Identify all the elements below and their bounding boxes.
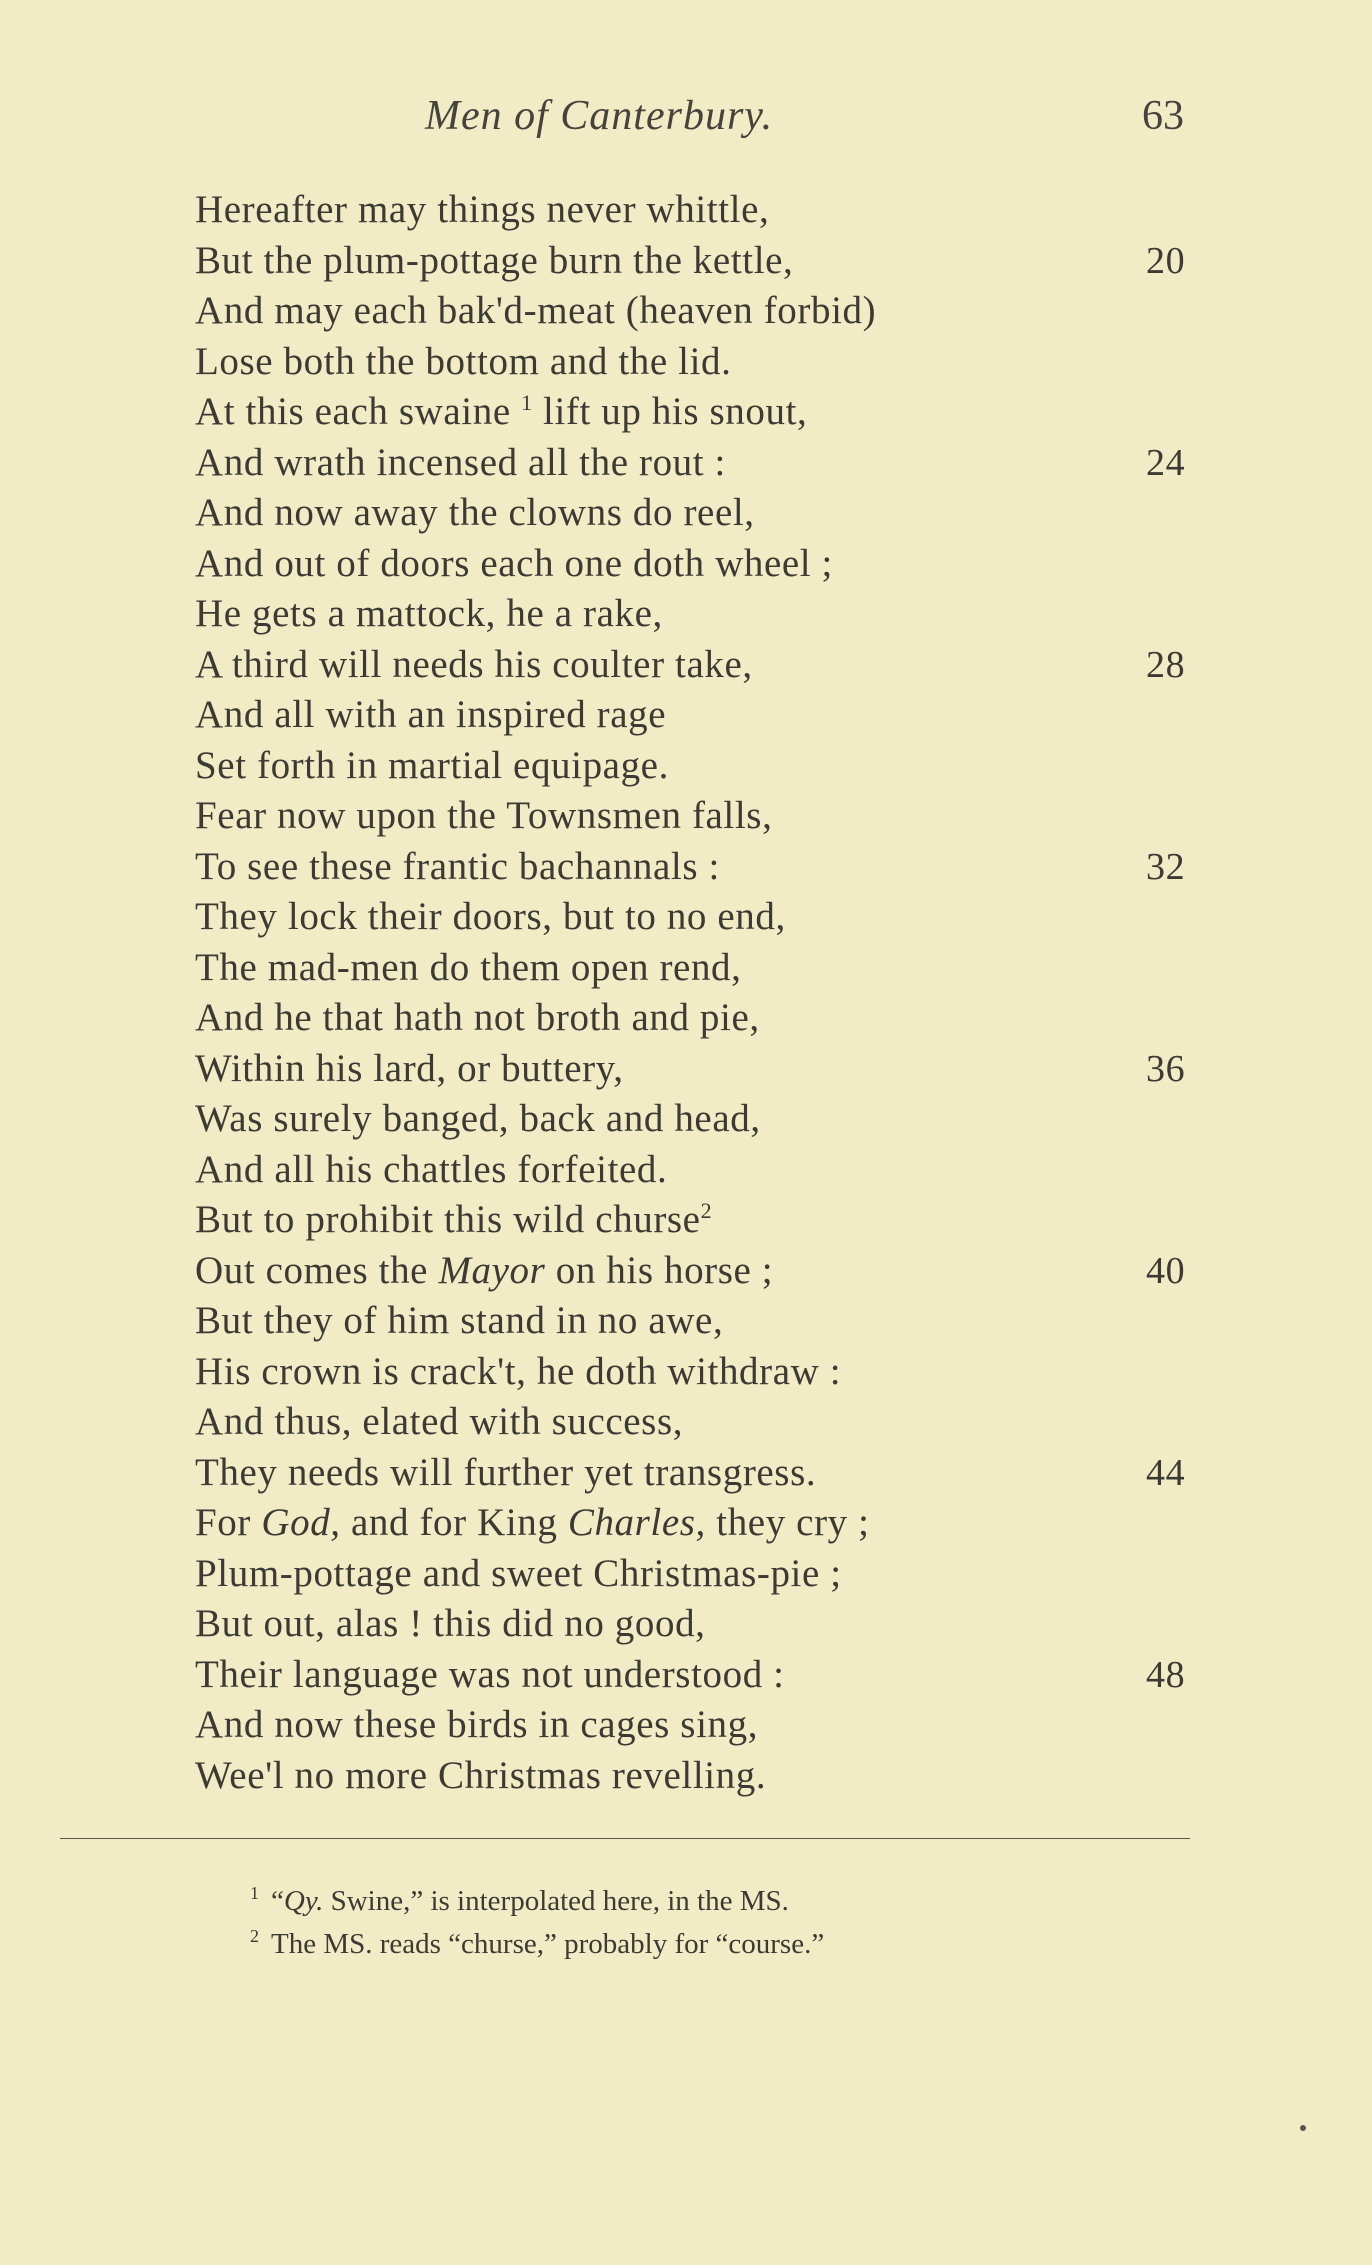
verse-line — [0, 1650, 1372, 1701]
verse-line — [0, 791, 1372, 842]
footnote — [250, 1880, 824, 1923]
line-number: 28 — [1146, 643, 1186, 686]
footnote-reference: 1 — [521, 390, 533, 415]
verse-line-text — [195, 741, 669, 792]
text-segment: They lock their doors, but to no end, — [195, 895, 786, 938]
poem-verse — [0, 185, 1372, 1801]
text-segment: And out of doors each one doth wheel ; — [195, 541, 833, 585]
verse-line-text — [195, 1599, 706, 1650]
verse-line — [0, 1397, 1372, 1448]
verse-line — [0, 387, 1372, 438]
text-segment: on his horse ; — [545, 1248, 774, 1292]
footnote — [250, 1923, 824, 1966]
verse-line-text — [195, 842, 720, 893]
line-number: 32 — [1146, 845, 1186, 888]
text-segment: And all his chattles forfeited. — [195, 1147, 668, 1191]
text-segment: Within his lard, or buttery, — [195, 1046, 624, 1090]
text-segment: Plum-pottage and sweet Christmas-pie ; — [195, 1551, 842, 1595]
verse-line-text — [195, 1195, 712, 1246]
verse-line — [0, 286, 1372, 337]
text-segment: “ — [271, 1885, 284, 1917]
verse-line-text — [195, 690, 666, 741]
verse-line-text — [195, 1246, 773, 1297]
verse-line — [0, 1347, 1372, 1398]
text-segment: But the plum-pottage burn the kettle, — [195, 238, 794, 282]
text-segment: Swine,” is interpolated here, in the MS. — [323, 1885, 789, 1917]
italic-text: Mayor — [438, 1248, 546, 1292]
footnotes — [250, 1880, 824, 1966]
verse-line — [0, 1599, 1372, 1650]
text-segment: Fear now upon the Townsmen falls, — [195, 794, 773, 837]
page-number: 63 — [1142, 93, 1184, 139]
verse-line-text — [195, 1347, 841, 1398]
verse-line-text — [195, 1751, 766, 1802]
text-segment: Their language was not understood : — [195, 1652, 785, 1696]
verse-line — [0, 892, 1372, 943]
verse-line — [0, 1145, 1372, 1196]
italic-text: Qy. — [283, 1885, 324, 1917]
verse-line — [0, 690, 1372, 741]
text-segment: Hereafter may things never whittle, — [195, 188, 770, 231]
footnote-mark: 2 — [250, 1926, 259, 1947]
text-segment: His crown is crack't, he doth withdraw : — [195, 1349, 842, 1393]
text-segment: And thus, elated with success, — [195, 1400, 684, 1443]
verse-line — [0, 1044, 1372, 1095]
text-segment: A third will needs his coulter take, — [195, 642, 753, 686]
text-segment: And he that hath not broth and pie, — [195, 996, 760, 1039]
text-segment: and for King — [340, 1501, 568, 1544]
line-number: 48 — [1146, 1653, 1186, 1696]
verse-line-text — [195, 640, 753, 691]
verse-line-text — [195, 337, 731, 388]
verse-line — [0, 539, 1372, 590]
verse-line-text — [195, 1145, 667, 1196]
text-segment: Lose both the bottom and the lid. — [195, 339, 732, 383]
verse-line-text — [195, 1094, 761, 1145]
verse-line-text — [195, 1296, 723, 1347]
line-number: 40 — [1146, 1249, 1186, 1292]
verse-line — [0, 1448, 1372, 1499]
verse-line-text — [195, 185, 769, 236]
verse-line — [0, 1195, 1372, 1246]
verse-line-text — [195, 1700, 758, 1751]
text-segment: Was surely banged, back and head, — [195, 1097, 761, 1140]
italic-text: Charles, — [567, 1501, 706, 1544]
verse-line-text — [195, 943, 742, 994]
footnote-rule — [60, 1838, 1190, 1839]
verse-line-text — [195, 286, 876, 337]
verse-line — [0, 741, 1372, 792]
verse-line — [0, 185, 1372, 236]
verse-line — [0, 943, 1372, 994]
text-segment: And now away the clowns do reel, — [195, 491, 755, 534]
verse-line-text — [195, 892, 786, 943]
text-segment: But out, alas ! this did no good, — [195, 1602, 706, 1645]
verse-line — [0, 1246, 1372, 1297]
text-segment: The mad-men do them open rend, — [195, 945, 742, 989]
verse-line-text — [195, 1044, 624, 1095]
verse-line-text — [195, 791, 772, 842]
verse-line-text — [195, 387, 807, 438]
footnote-reference: 2 — [700, 1198, 713, 1223]
verse-line-text — [195, 488, 755, 539]
running-head — [0, 92, 1372, 152]
text-segment: And all with an inspired rage — [195, 693, 667, 736]
verse-line-text — [195, 993, 760, 1044]
verse-line — [0, 236, 1372, 287]
verse-line — [0, 589, 1372, 640]
text-segment: But they of him stand in no awe, — [195, 1299, 724, 1342]
verse-line — [0, 337, 1372, 388]
text-segment: At this each swaine — [195, 390, 522, 433]
verse-line — [0, 438, 1372, 489]
line-number: 36 — [1146, 1047, 1186, 1090]
line-number: 44 — [1146, 1451, 1186, 1494]
verse-line-text — [195, 589, 663, 640]
text-segment: Set forth in martial equipage. — [195, 743, 669, 787]
text-segment: To see these frantic bachannals : — [195, 844, 720, 888]
text-segment: And may each bak'd-meat (heaven forbid) — [195, 289, 877, 332]
verse-line — [0, 640, 1372, 691]
verse-line — [0, 1549, 1372, 1600]
verse-line — [0, 842, 1372, 893]
verse-line-text — [195, 1448, 816, 1499]
verse-line — [0, 1751, 1372, 1802]
verse-line — [0, 993, 1372, 1044]
verse-line-text — [195, 539, 833, 590]
verse-line-text — [195, 438, 726, 489]
verse-line — [0, 1700, 1372, 1751]
text-segment: For — [195, 1501, 262, 1544]
verse-line-text — [195, 1397, 683, 1448]
verse-line — [0, 1094, 1372, 1145]
verse-line — [0, 1498, 1372, 1549]
text-segment: Wee'l no more Christmas revelling. — [195, 1753, 767, 1797]
text-segment: But to prohibit this wild churse — [195, 1198, 701, 1241]
text-segment: Out comes the — [195, 1248, 439, 1292]
text-segment: The MS. reads “churse,” probably for “course.” — [271, 1928, 825, 1960]
verse-line-text — [195, 1498, 870, 1549]
text-segment: they cry ; — [705, 1501, 870, 1544]
text-segment: lift up his snout, — [532, 390, 808, 433]
verse-line-text — [195, 1549, 842, 1600]
verse-line — [0, 488, 1372, 539]
text-segment: He gets a mattock, he a rake, — [195, 592, 663, 635]
verse-line-text — [195, 1650, 785, 1701]
running-title: Men of Canterbury. — [425, 93, 774, 139]
verse-line-text — [195, 236, 793, 287]
footnote-mark: 1 — [250, 1883, 259, 1904]
italic-text: God, — [261, 1501, 341, 1544]
line-number: 20 — [1146, 239, 1186, 282]
verse-line — [0, 1296, 1372, 1347]
text-segment: And now these birds in cages sing, — [195, 1703, 759, 1746]
paper-speck — [1300, 2125, 1306, 2131]
line-number: 24 — [1146, 441, 1186, 484]
text-segment: They needs will further yet transgress. — [195, 1450, 817, 1494]
text-segment: And wrath incensed all the rout : — [195, 440, 726, 484]
